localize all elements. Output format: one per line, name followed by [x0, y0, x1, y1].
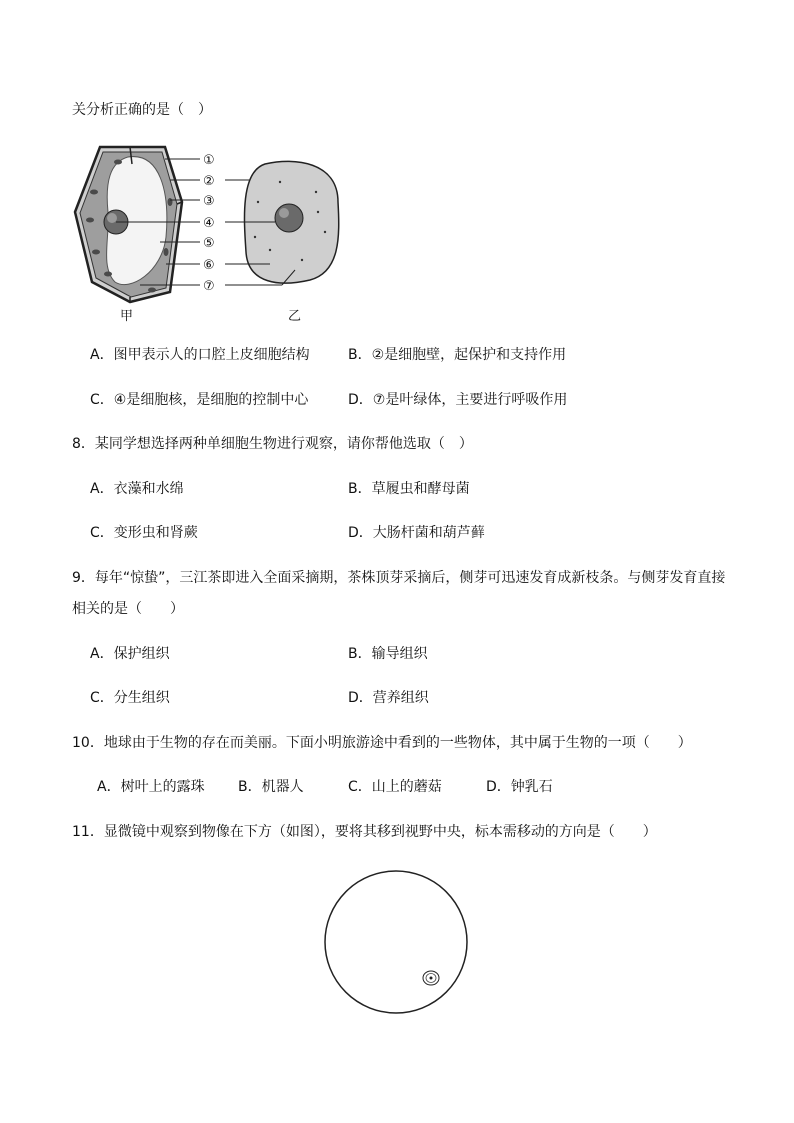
- microscope-field: [322, 868, 472, 1018]
- caption-jia: 甲: [120, 309, 134, 324]
- q7-option-b[interactable]: B．②是细胞壁，起保护和支持作用: [348, 347, 567, 363]
- q7-option-a[interactable]: A．图甲表示人的口腔上皮细胞结构: [90, 347, 310, 363]
- q7-option-c[interactable]: C．④是细胞核，是细胞的控制中心: [90, 392, 309, 408]
- q9-option-d[interactable]: D．营养组织: [348, 690, 429, 706]
- q8-option-b[interactable]: B．草履虫和酵母菌: [348, 481, 470, 497]
- q8-option-c[interactable]: C．变形虫和肾蕨: [90, 525, 198, 541]
- q10-option-c[interactable]: C．山上的蘑菇: [348, 779, 442, 795]
- q8-stem: 8．某同学想选择两种单细胞生物进行观察，请你帮他选取（ ）: [72, 436, 473, 452]
- q7-option-d[interactable]: D．⑦是叶绿体，主要进行呼吸作用: [348, 392, 568, 408]
- label-7: ⑦: [203, 279, 215, 294]
- q9-stem-line2: 相关的是（ ）: [72, 601, 184, 617]
- q10-stem: 10．地球由于生物的存在而美丽。下面小明旅游途中看到的一些物体，其中属于生物的一项（ ）: [72, 735, 692, 751]
- q9-option-b[interactable]: B．输导组织: [348, 646, 428, 662]
- label-4: ④: [203, 216, 215, 231]
- q10-option-b[interactable]: B．机器人: [238, 779, 304, 795]
- label-3: ③: [203, 194, 215, 209]
- q9-stem-line1: 9．每年“惊蛰”，三江茶即进入全面采摘期，茶株顶芽采摘后，侧芽可迅速发育成新枝条。与侧芽发育直接: [72, 570, 726, 586]
- q11-stem: 11．显微镜中观察到物像在下方（如图），要将其移到视野中央，标本需移动的方向是（ ）: [72, 824, 657, 840]
- label-2: ②: [203, 174, 215, 189]
- q9-option-a[interactable]: A．保护组织: [90, 646, 170, 662]
- q8-option-a[interactable]: A．衣藻和水绵: [90, 481, 184, 497]
- q7-stem-tail: 关分析正确的是（ ）: [72, 102, 212, 118]
- label-6: ⑥: [203, 258, 215, 273]
- plant-cell: [75, 147, 182, 302]
- caption-yi: 乙: [288, 309, 302, 324]
- q10-option-a[interactable]: A．树叶上的露珠: [97, 779, 205, 795]
- cell-diagram: [70, 142, 340, 327]
- label-5: ⑤: [203, 236, 215, 251]
- q8-option-d[interactable]: D．大肠杆菌和葫芦藓: [348, 525, 485, 541]
- q10-option-d[interactable]: D．钟乳石: [486, 779, 553, 795]
- label-1: ①: [203, 153, 215, 168]
- q9-option-c[interactable]: C．分生组织: [90, 690, 170, 706]
